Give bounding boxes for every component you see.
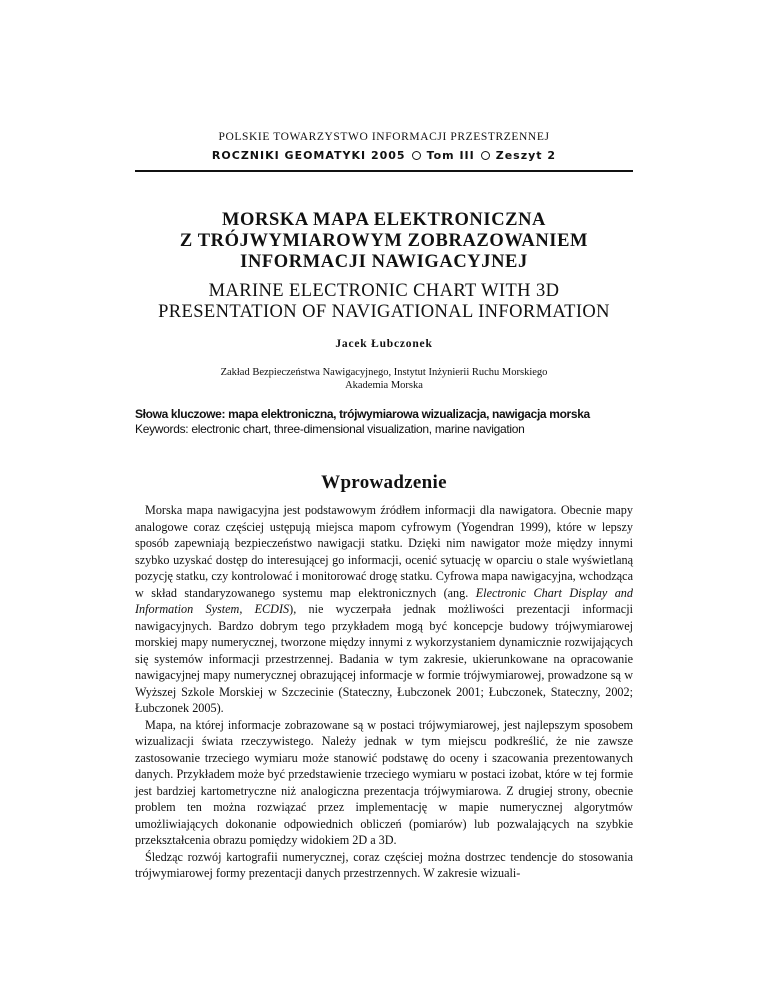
body-text [135,502,633,882]
paragraph-emphasis: Electronic Chart Display and Information System, ECDIS [135,585,633,616]
keywords-block [135,407,633,437]
journal-header [135,149,633,162]
title-polish [135,210,633,273]
title-english-line: PRESENTATION OF NAVIGATIONAL INFORMATION [158,302,610,322]
keywords-polish: Słowa kluczowe: mapa elektroniczna, trójwymiarowa wizualizacja, nawigacja morska [135,407,590,421]
journal-name: ROCZNIKI GEOMATYKI 2005 [211,149,406,162]
title-polish-line: INFORMACJI NAWIGACYJNEJ [240,252,528,272]
title-polish-line: MORSKA MAPA ELEKTRONICZNA [221,210,547,230]
affiliation-line: Akademia Morska [345,380,423,391]
affiliation [135,366,633,392]
affiliation-line: Zakład Bezpieczeństwa Nawigacyjnego, Instytut Inżynierii Ruchu Morskiego [220,367,548,378]
header-divider [135,170,633,172]
keywords-english: Keywords: electronic chart, three-dimensional visualization, marine navigation [135,422,525,436]
bullet-separator-icon [412,151,421,160]
society-name: POLSKIE TOWARZYSTWO INFORMACJI PRZESTRZENNEJ [218,131,550,143]
paragraph-text: Morska mapa nawigacyjna jest podstawowym źródłem informacji dla nawigatora. Obecnie mapy analogowe coraz częściej ustępują miejsca mapom cyfrowym (Yogendran 1999), które w lepszy sposób zapewniają bezpieczeństwo nawigacji statku. Dzięki nim nawigator może między innymi szybko uzyskać dostęp do interesującej go informacji, ocenić sytuację w oparciu o stale wyświetlaną pozycję statku, czy kontrolować i monitorować drogę statku. Cyfrowa mapa nawigacyjna, wchodząca w skład standaryzowanego systemu map elektronicznych (ang. [135,503,633,600]
paper-page [135,0,633,994]
journal-volume: Tom III [426,149,475,162]
title-polish-line: Z TRÓJWYMIAROWYM ZOBRAZOWANIEM [179,231,589,251]
paragraph: Mapa, na której informacje zobrazowane są w postaci trójwymiarowej, jest najlepszym sposobem wizualizacji świata rzeczywistego. Należy jednak w tym miejscu podkreślić, że nie zawsze zastosowanie trzeciego wymiaru może stanowić podstawę do oceny i szacowania prezentowanych danych. Przykładem może być przedstawienie trzeciego wymiaru w postaci izobat, które w tej formie jest bardziej kartometryczne niż analogiczna prezentacja trójwymiarowa. Z drugiej strony, obecnie problem ten można rozwiązać przez implementację w mapie numerycznej algorytmów umożliwiających dokonanie odpowiednich obliczeń (pomiarów) lub pozwalających na szybkie przekształcenia obrazu pomiędzy widokiem 2D a 3D. [135,717,633,847]
title-english [135,281,633,323]
journal-issue: Zeszyt 2 [495,149,557,162]
section-heading: Wprowadzenie [321,472,447,493]
author-name: Jacek Łubczonek [335,338,433,350]
title-english-line: MARINE ELECTRONIC CHART WITH 3D [208,281,560,301]
bullet-separator-icon [481,151,490,160]
paragraph: Śledząc rozwój kartografii numerycznej, coraz częściej można dostrzec tendencje do stosowania trójwymiarowej formy prezentacji danych przestrzennych. W zakresie wizuali- [135,849,633,880]
paragraph-text: ), nie wyczerpała jednak możliwości prezentacji informacji nawigacyjnych. Bardzo dobrym tego przykładem mogą być koncepcje budowy trójwymiarowej morskiej mapy numerycznej, tworzone między innymi z wykorzystaniem dynamicznie rozwijających się systemów informacji przestrzennej. Badania w tym zakresie, ukierunkowane na opracowanie nawigacyjnej mapy numerycznej obrazującej informacje w formie trójwymiarowej, prowadzone są w Wyższej Szkole Morskiej w Szczecinie (Stateczny, Łubczonek 2001; Łubczonek, Stateczny, 2002; Łubczonek 2005). [135,602,633,715]
paragraph [135,502,633,717]
